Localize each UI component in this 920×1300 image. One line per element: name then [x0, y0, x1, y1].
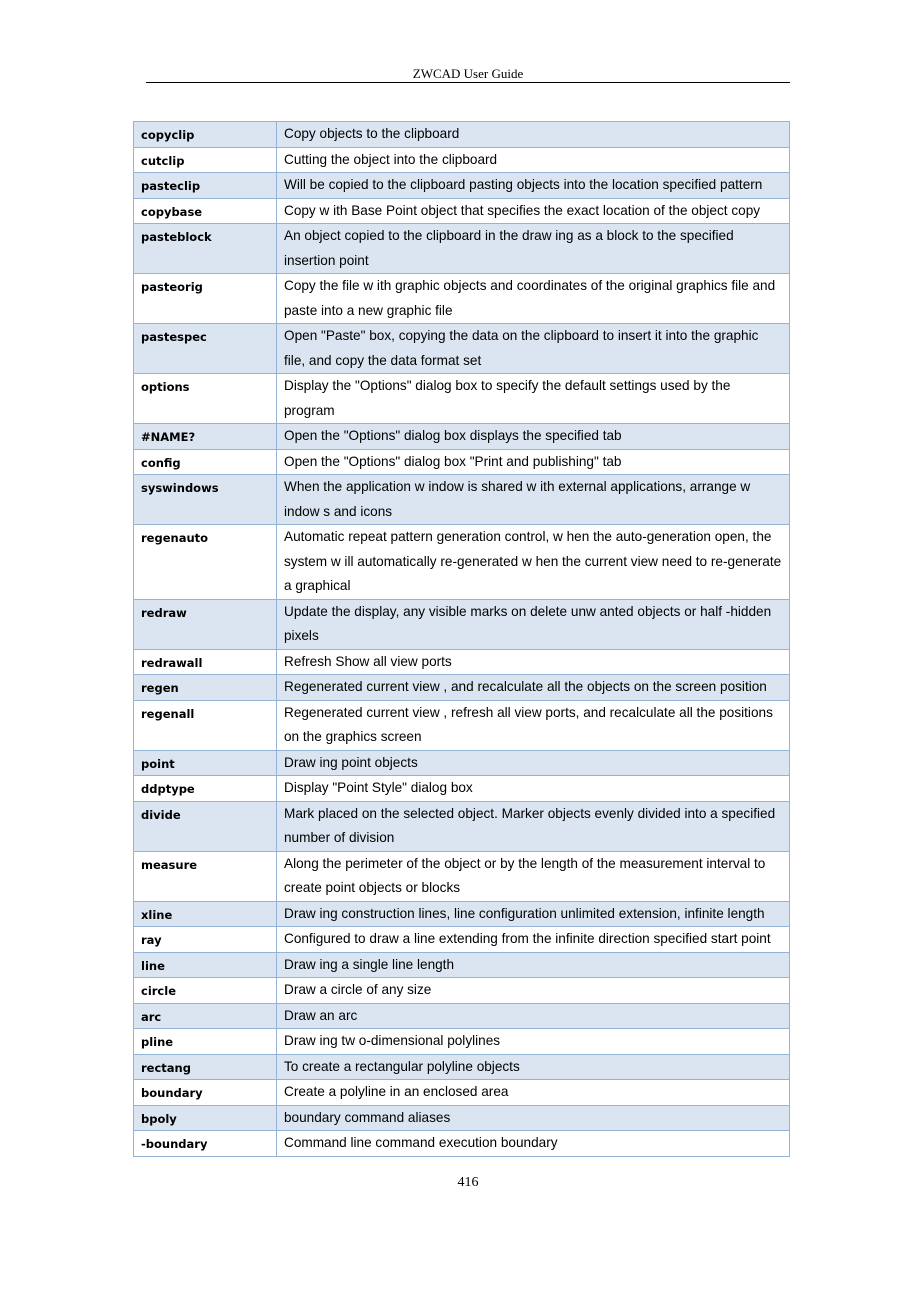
command-description-cell: Configured to draw a line extending from the infinite direction specified start point	[277, 927, 790, 953]
command-description-cell: Command line command execution boundary	[277, 1131, 790, 1157]
command-description-cell: Draw ing a single line length	[277, 952, 790, 978]
command-description-cell: Display "Point Style" dialog box	[277, 776, 790, 802]
command-name-cell: regen	[134, 675, 277, 701]
command-description-cell: Open the "Options" dialog box "Print and publishing" tab	[277, 449, 790, 475]
table-row	[134, 700, 790, 750]
table-row	[134, 173, 790, 199]
command-name-cell: copyclip	[134, 122, 277, 148]
command-name-cell: copybase	[134, 198, 277, 224]
table-row	[134, 1080, 790, 1106]
header-divider	[146, 82, 790, 83]
command-name-cell: regenauto	[134, 525, 277, 600]
command-description-cell: Draw ing tw o-dimensional polylines	[277, 1029, 790, 1055]
command-name-cell: #NAME?	[134, 424, 277, 450]
table-row	[134, 952, 790, 978]
table-row	[134, 198, 790, 224]
table-row	[134, 449, 790, 475]
command-name-cell: pasteorig	[134, 274, 277, 324]
table-row	[134, 374, 790, 424]
command-name-cell: xline	[134, 901, 277, 927]
table-row	[134, 324, 790, 374]
table-row	[134, 776, 790, 802]
table-row	[134, 851, 790, 901]
table-row	[134, 801, 790, 851]
command-name-cell: redrawall	[134, 649, 277, 675]
command-description-cell: When the application w indow is shared w ith external applications, arrange w indow s and icons	[277, 475, 790, 525]
command-description-cell: Regenerated current view , and recalculate all the objects on the screen position	[277, 675, 790, 701]
table-row	[134, 978, 790, 1004]
command-name-cell: circle	[134, 978, 277, 1004]
command-name-cell: cutclip	[134, 147, 277, 173]
table-row	[134, 525, 790, 600]
command-name-cell: point	[134, 750, 277, 776]
command-description-cell: Along the perimeter of the object or by the length of the measurement interval to create point objects or blocks	[277, 851, 790, 901]
command-name-cell: measure	[134, 851, 277, 901]
table-row	[134, 927, 790, 953]
page-number: 416	[457, 1175, 479, 1190]
table-row	[134, 147, 790, 173]
table-row	[134, 649, 790, 675]
command-name-cell: ddptype	[134, 776, 277, 802]
command-description-cell: An object copied to the clipboard in the draw ing as a block to the specified insertion point	[277, 224, 790, 274]
command-name-cell: bpoly	[134, 1105, 277, 1131]
command-name-cell: rectang	[134, 1054, 277, 1080]
command-name-cell: pasteclip	[134, 173, 277, 199]
command-description-cell: boundary command aliases	[277, 1105, 790, 1131]
command-name-cell: pasteblock	[134, 224, 277, 274]
command-description-cell: Draw ing construction lines, line configuration unlimited extension, infinite length	[277, 901, 790, 927]
command-description-cell: Automatic repeat pattern generation control, w hen the auto-generation open, the system w ill automatically re-generated w hen the current view need to re-generate a graphical	[277, 525, 790, 600]
table-row	[134, 750, 790, 776]
table-row	[134, 224, 790, 274]
command-description-cell: Draw a circle of any size	[277, 978, 790, 1004]
command-name-cell: config	[134, 449, 277, 475]
command-name-cell: syswindows	[134, 475, 277, 525]
command-name-cell: options	[134, 374, 277, 424]
command-name-cell: redraw	[134, 599, 277, 649]
command-description-cell: Copy objects to the clipboard	[277, 122, 790, 148]
table-row	[134, 274, 790, 324]
command-description-cell: Will be copied to the clipboard pasting objects into the location specified pattern	[277, 173, 790, 199]
command-name-cell: boundary	[134, 1080, 277, 1106]
command-description-cell: To create a rectangular polyline objects	[277, 1054, 790, 1080]
table-row	[134, 122, 790, 148]
command-description-cell: Copy the file w ith graphic objects and coordinates of the original graphics file and paste into a new graphic file	[277, 274, 790, 324]
command-name-cell: pastespec	[134, 324, 277, 374]
command-description-cell: Mark placed on the selected object. Marker objects evenly divided into a specified number of division	[277, 801, 790, 851]
command-name-cell: ray	[134, 927, 277, 953]
table-row	[134, 475, 790, 525]
command-description-cell: Open "Paste" box, copying the data on the clipboard to insert it into the graphic file, and copy the data format set	[277, 324, 790, 374]
command-name-cell: pline	[134, 1029, 277, 1055]
table-row	[134, 675, 790, 701]
table-row	[134, 1054, 790, 1080]
table-row	[134, 1131, 790, 1157]
command-description-cell: Copy w ith Base Point object that specifies the exact location of the object copy	[277, 198, 790, 224]
table-row	[134, 599, 790, 649]
command-table	[133, 121, 790, 1157]
command-name-cell: arc	[134, 1003, 277, 1029]
table-row	[134, 1105, 790, 1131]
command-description-cell: Open the "Options" dialog box displays the specified tab	[277, 424, 790, 450]
command-description-cell: Create a polyline in an enclosed area	[277, 1080, 790, 1106]
page-header-title: ZWCAD User Guide	[412, 66, 524, 81]
command-description-cell: Cutting the object into the clipboard	[277, 147, 790, 173]
table-row	[134, 901, 790, 927]
command-name-cell: -boundary	[134, 1131, 277, 1157]
command-name-cell: line	[134, 952, 277, 978]
table-row	[134, 1003, 790, 1029]
command-description-cell: Refresh Show all view ports	[277, 649, 790, 675]
command-name-cell: regenall	[134, 700, 277, 750]
command-description-cell: Update the display, any visible marks on delete unw anted objects or half -hidden pixels	[277, 599, 790, 649]
command-description-cell: Draw an arc	[277, 1003, 790, 1029]
command-description-cell: Draw ing point objects	[277, 750, 790, 776]
table-row	[134, 424, 790, 450]
command-description-cell: Regenerated current view , refresh all view ports, and recalculate all the positions on the graphics screen	[277, 700, 790, 750]
table-row	[134, 1029, 790, 1055]
command-name-cell: divide	[134, 801, 277, 851]
command-description-cell: Display the "Options" dialog box to specify the default settings used by the program	[277, 374, 790, 424]
